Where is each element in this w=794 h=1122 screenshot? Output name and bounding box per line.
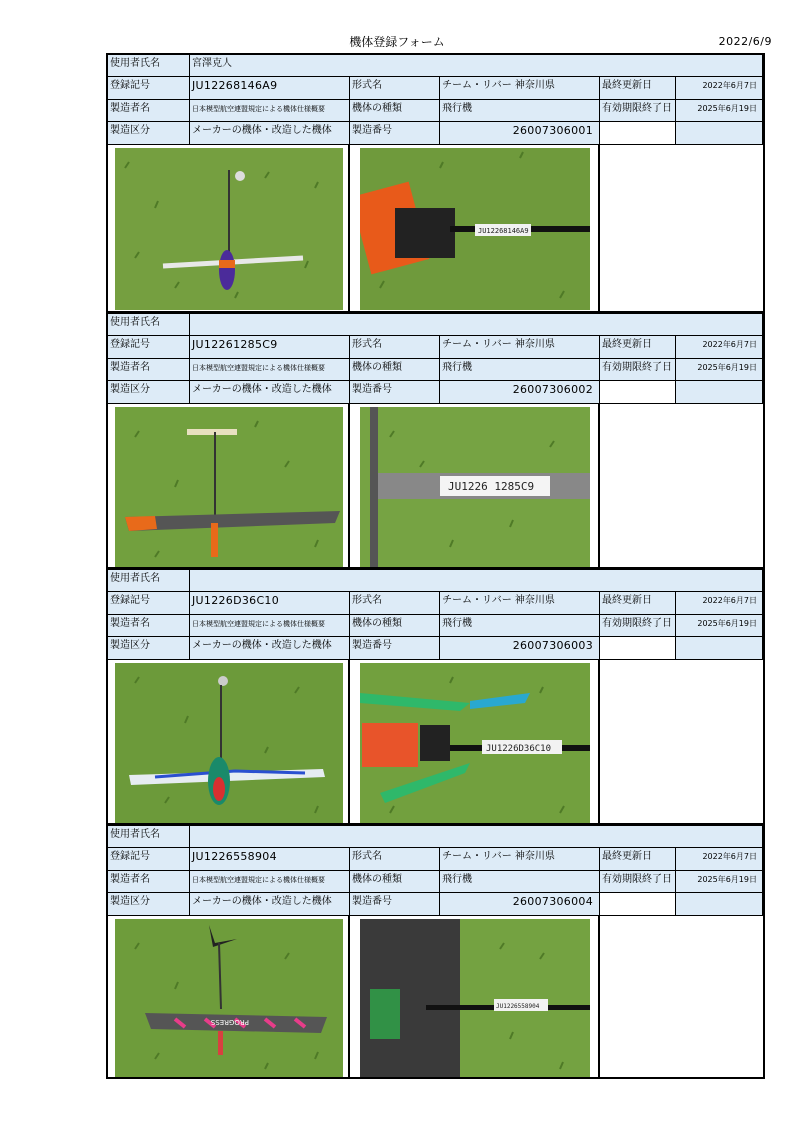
label-serial-no: 製造番号 xyxy=(350,637,440,660)
photo-area xyxy=(108,145,763,311)
empty-cell xyxy=(676,122,763,145)
label-last-updated: 最終更新日 xyxy=(600,592,676,615)
form-title: 機体登録フォーム xyxy=(349,35,445,49)
label-manufacture-class: 製造区分 xyxy=(108,381,190,404)
label-expiry: 有効期限終了日 xyxy=(600,871,676,893)
empty-cell xyxy=(600,893,676,916)
registration-label-text: JU12268146A9 xyxy=(478,227,529,235)
serial-no-value: 26007306003 xyxy=(440,637,600,660)
label-aircraft-type: 機体の種類 xyxy=(350,615,440,637)
aircraft-type-value: 飛行機 xyxy=(440,871,600,893)
label-serial-no: 製造番号 xyxy=(350,381,440,404)
label-manufacture-class: 製造区分 xyxy=(108,637,190,660)
label-serial-no: 製造番号 xyxy=(350,893,440,916)
registration-label-text: JU1226D36C10 xyxy=(486,744,552,754)
manufacturer-value: 日本模型航空連盟規定による機体仕様概要 xyxy=(190,359,350,381)
expiry-value: 2025年6月19日 xyxy=(676,100,763,122)
label-user-name: 使用者氏名 xyxy=(108,314,190,336)
manufacturer-value: 日本模型航空連盟規定による機体仕様概要 xyxy=(190,100,350,122)
registration-photo xyxy=(360,919,590,1077)
label-manufacturer: 製造者名 xyxy=(108,871,190,893)
label-serial-no: 製造番号 xyxy=(350,122,440,145)
last-updated-value: 2022年6月7日 xyxy=(676,336,763,359)
label-registration-no: 登録記号 xyxy=(108,336,190,359)
aircraft-photo xyxy=(115,919,343,1077)
label-model-name: 形式名 xyxy=(350,592,440,615)
label-manufacturer: 製造者名 xyxy=(108,100,190,122)
manufacture-class-value: メーカーの機体・改造した機体 xyxy=(190,122,350,145)
label-last-updated: 最終更新日 xyxy=(600,848,676,871)
label-manufacturer: 製造者名 xyxy=(108,359,190,381)
aircraft-type-value: 飛行機 xyxy=(440,615,600,637)
registration-no-value: JU12261285C9 xyxy=(190,336,350,359)
registration-photo xyxy=(360,663,590,825)
registration-photo xyxy=(360,148,590,310)
label-aircraft-type: 機体の種類 xyxy=(350,871,440,893)
label-registration-no: 登録記号 xyxy=(108,592,190,615)
expiry-value: 2025年6月19日 xyxy=(676,871,763,893)
label-user-name: 使用者氏名 xyxy=(108,55,190,77)
label-model-name: 形式名 xyxy=(350,336,440,359)
serial-no-value: 26007306001 xyxy=(440,122,600,145)
aircraft-photo xyxy=(115,407,343,569)
label-user-name: 使用者氏名 xyxy=(108,570,190,592)
empty-cell xyxy=(600,637,676,660)
model-name-value: チーム・リバー 神奈川県 xyxy=(440,592,600,615)
divider xyxy=(598,145,600,311)
label-aircraft-type: 機体の種類 xyxy=(350,359,440,381)
user-name-value: 宮澤克人 xyxy=(190,55,763,77)
divider xyxy=(348,660,350,826)
divider xyxy=(598,660,600,826)
expiry-value: 2025年6月19日 xyxy=(676,359,763,381)
label-last-updated: 最終更新日 xyxy=(600,336,676,359)
wing-text: PROGRESS xyxy=(210,1018,249,1026)
form-date: 2022/6/9 xyxy=(718,35,772,48)
label-manufacturer: 製造者名 xyxy=(108,615,190,637)
label-expiry: 有効期限終了日 xyxy=(600,359,676,381)
photo-area xyxy=(108,916,763,1077)
divider xyxy=(348,404,350,570)
label-expiry: 有効期限終了日 xyxy=(600,100,676,122)
empty-cell xyxy=(600,381,676,404)
user-name-value xyxy=(190,826,763,848)
divider xyxy=(598,916,600,1077)
registration-no-value: JU1226558904 xyxy=(190,848,350,871)
last-updated-value: 2022年6月7日 xyxy=(676,77,763,100)
aircraft-photo xyxy=(115,148,343,310)
empty-cell xyxy=(676,893,763,916)
empty-cell xyxy=(600,122,676,145)
label-model-name: 形式名 xyxy=(350,848,440,871)
manufacture-class-value: メーカーの機体・改造した機体 xyxy=(190,893,350,916)
last-updated-value: 2022年6月7日 xyxy=(676,592,763,615)
aircraft-type-value: 飛行機 xyxy=(440,100,600,122)
user-name-value xyxy=(190,314,763,336)
serial-no-value: 26007306004 xyxy=(440,893,600,916)
label-registration-no: 登録記号 xyxy=(108,77,190,100)
registration-no-value: JU12268146A9 xyxy=(190,77,350,100)
registration-label-text: JU1226558904 xyxy=(496,1003,540,1010)
label-manufacture-class: 製造区分 xyxy=(108,893,190,916)
label-last-updated: 最終更新日 xyxy=(600,77,676,100)
photo-area xyxy=(108,660,763,826)
empty-cell xyxy=(676,637,763,660)
empty-cell xyxy=(676,381,763,404)
manufacture-class-value: メーカーの機体・改造した機体 xyxy=(190,381,350,404)
registration-label-text: JU1226 1285C9 xyxy=(448,480,535,493)
divider xyxy=(598,404,600,570)
manufacturer-value: 日本模型航空連盟規定による機体仕様概要 xyxy=(190,615,350,637)
model-name-value: チーム・リバー 神奈川県 xyxy=(440,336,600,359)
model-name-value: チーム・リバー 神奈川県 xyxy=(440,77,600,100)
manufacturer-value: 日本模型航空連盟規定による機体仕様概要 xyxy=(190,871,350,893)
user-name-value xyxy=(190,570,763,592)
photo-area xyxy=(108,404,763,570)
label-manufacture-class: 製造区分 xyxy=(108,122,190,145)
last-updated-value: 2022年6月7日 xyxy=(676,848,763,871)
label-model-name: 形式名 xyxy=(350,77,440,100)
manufacture-class-value: メーカーの機体・改造した機体 xyxy=(190,637,350,660)
label-user-name: 使用者氏名 xyxy=(108,826,190,848)
model-name-value: チーム・リバー 神奈川県 xyxy=(440,848,600,871)
registration-form xyxy=(106,53,765,1079)
label-registration-no: 登録記号 xyxy=(108,848,190,871)
serial-no-value: 26007306002 xyxy=(440,381,600,404)
label-aircraft-type: 機体の種類 xyxy=(350,100,440,122)
aircraft-type-value: 飛行機 xyxy=(440,359,600,381)
registration-photo xyxy=(360,407,590,569)
divider xyxy=(348,916,350,1077)
divider xyxy=(348,145,350,311)
expiry-value: 2025年6月19日 xyxy=(676,615,763,637)
registration-no-value: JU1226D36C10 xyxy=(190,592,350,615)
label-expiry: 有効期限終了日 xyxy=(600,615,676,637)
aircraft-photo xyxy=(115,663,343,825)
